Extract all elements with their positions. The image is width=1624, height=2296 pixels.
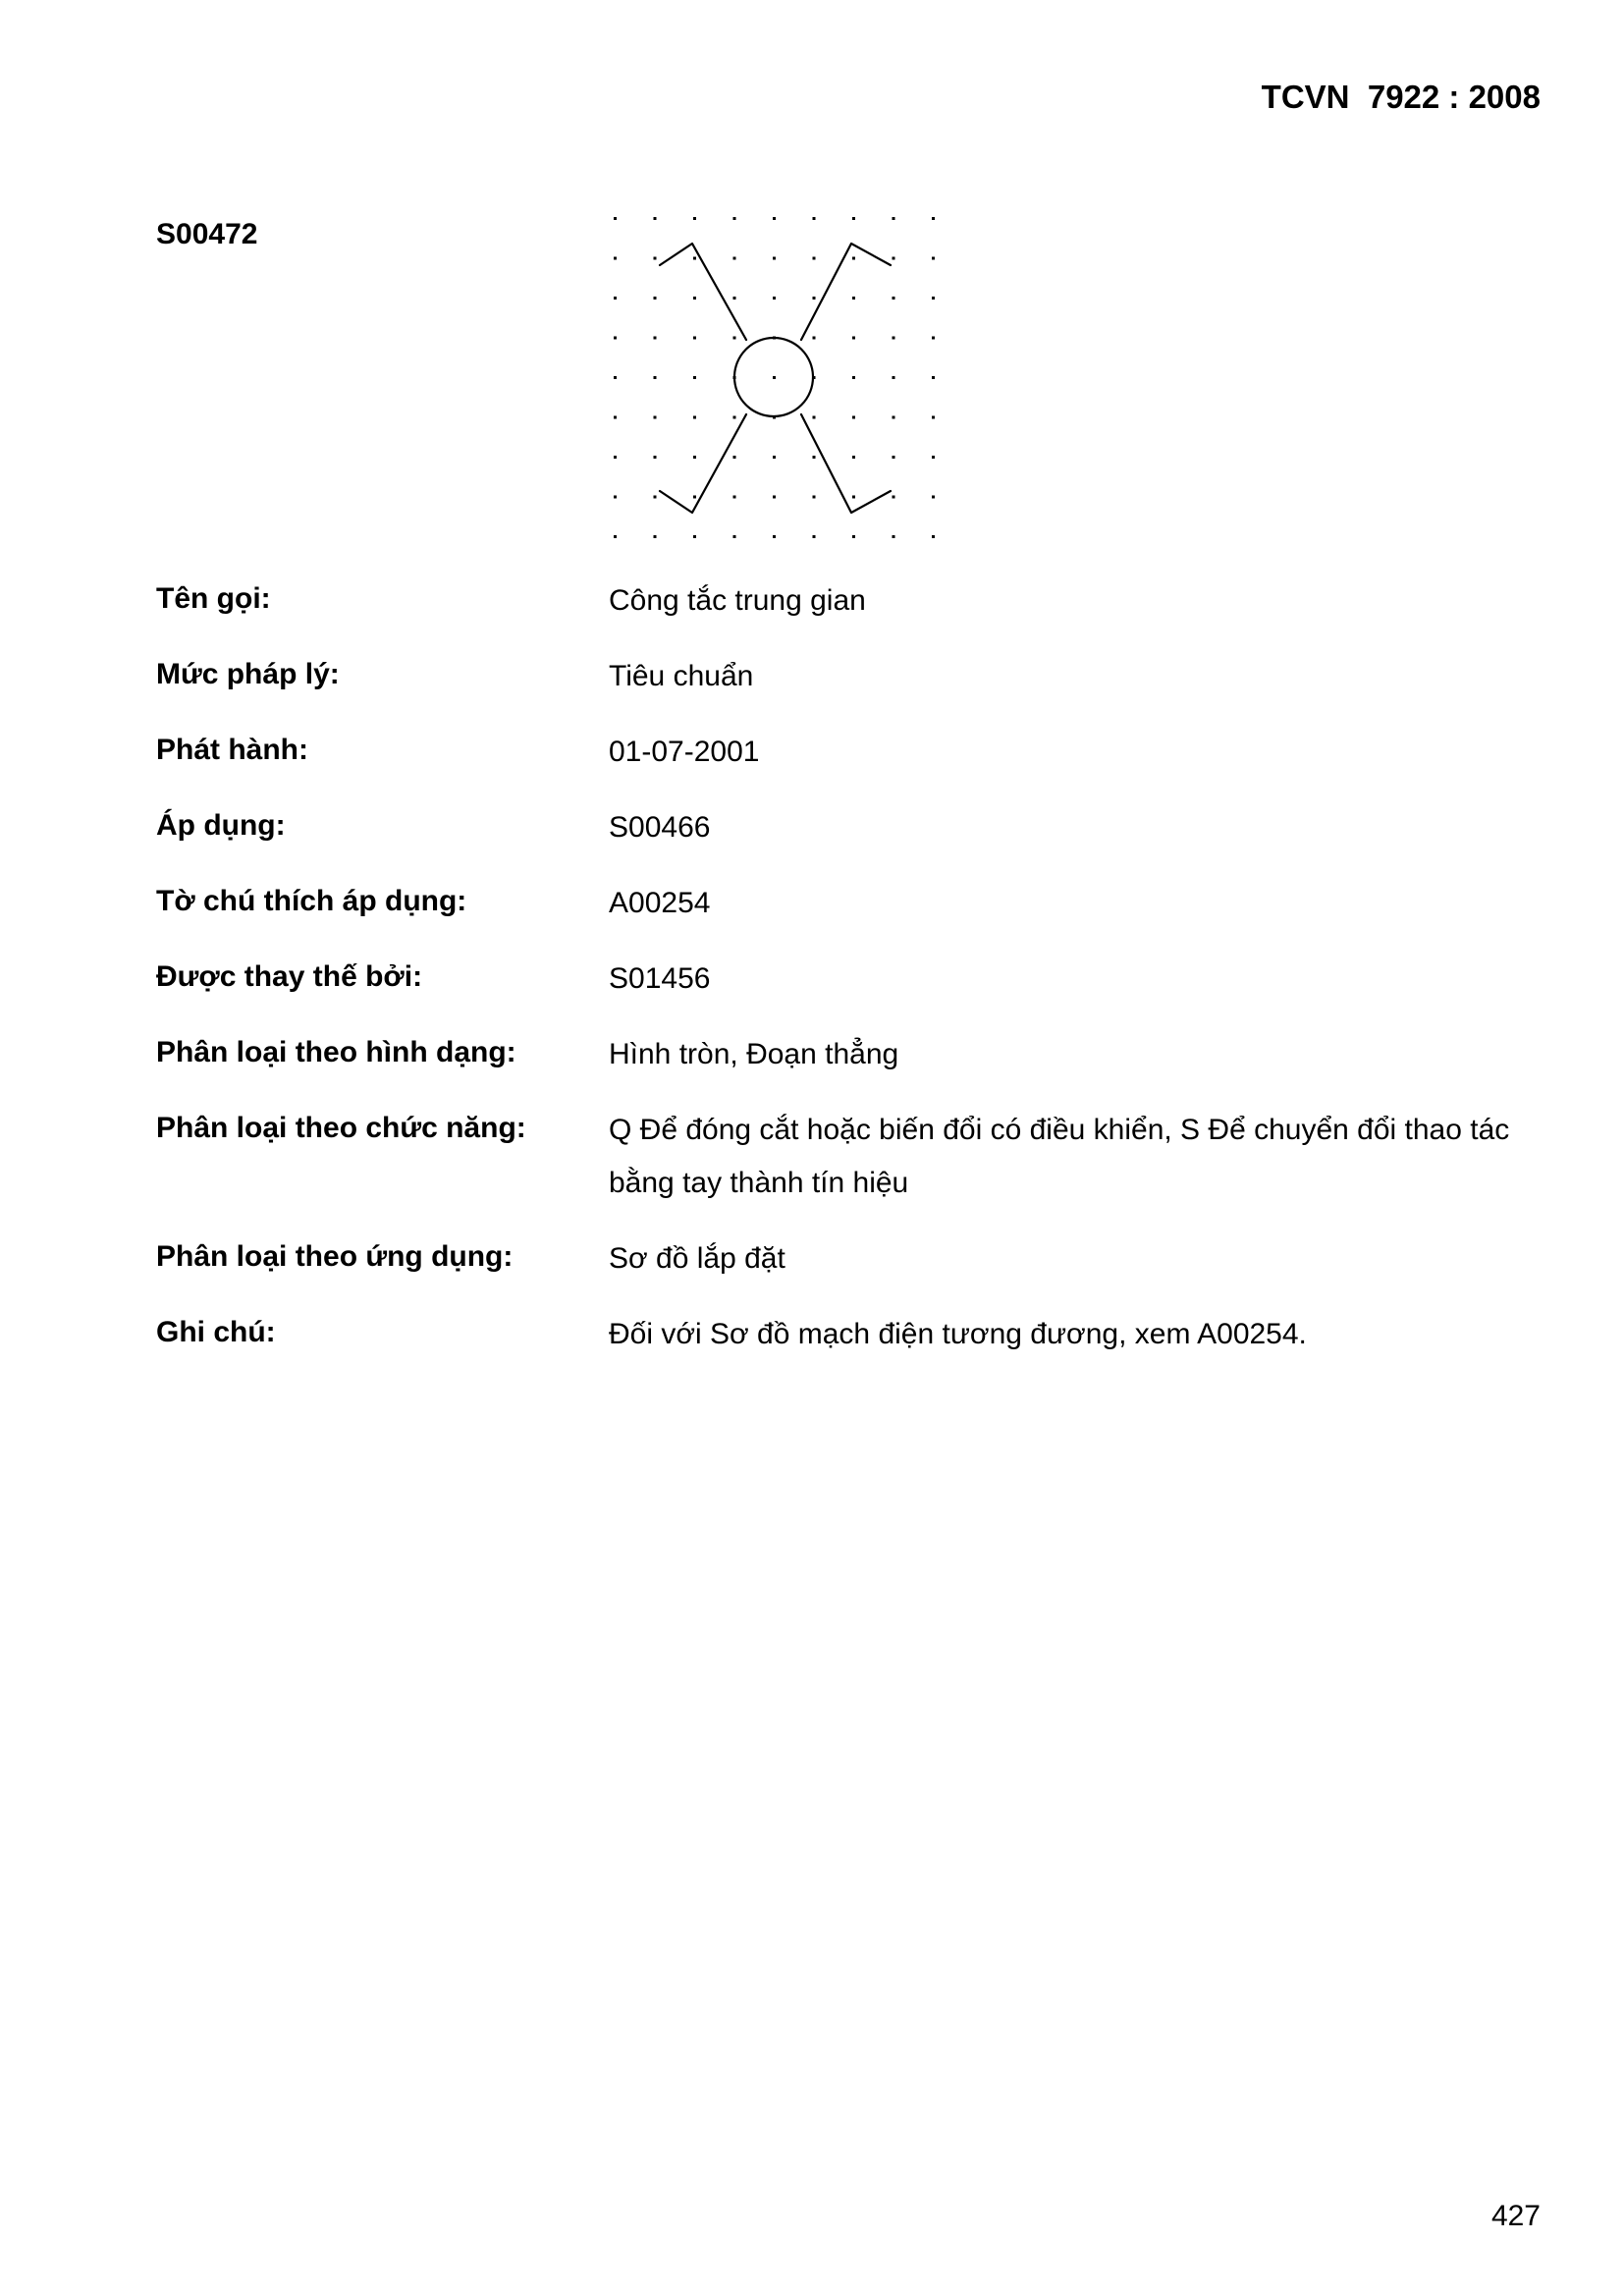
- grid-dot: [733, 456, 736, 459]
- property-row: [156, 877, 1550, 930]
- grid-dot: [852, 376, 855, 379]
- property-value: S00466: [609, 811, 711, 844]
- grid-dot: [654, 535, 657, 538]
- grid-dot: [654, 217, 657, 220]
- grid-dot: [852, 297, 855, 300]
- property-row: [156, 1308, 1550, 1361]
- property-row: [156, 801, 1550, 854]
- grid-dot: [733, 535, 736, 538]
- grid-dot: [654, 456, 657, 459]
- property-label: Phân loại theo ứng dụng:: [156, 1240, 514, 1273]
- grid-dot: [893, 416, 895, 419]
- property-row: [156, 726, 1550, 779]
- grid-dot: [932, 376, 935, 379]
- grid-dot: [614, 496, 617, 499]
- property-value: A00254: [609, 887, 711, 919]
- grid-dot: [733, 297, 736, 300]
- grid-dot: [733, 257, 736, 260]
- property-value: Hình tròn, Đoạn thẳng: [609, 1038, 899, 1070]
- property-label: Phát hành:: [156, 734, 308, 766]
- grid-dot: [693, 297, 696, 300]
- property-value: Công tắc trung gian: [609, 584, 866, 617]
- grid-dot: [773, 496, 776, 499]
- grid-dot: [893, 217, 895, 220]
- property-label: Tên gọi:: [156, 582, 271, 615]
- grid-dot: [614, 456, 617, 459]
- grid-dot: [813, 257, 816, 260]
- grid-dot: [852, 257, 855, 260]
- grid-dot: [813, 297, 816, 300]
- property-row: [156, 953, 1550, 1006]
- grid-dot: [733, 496, 736, 499]
- grid-dot: [852, 535, 855, 538]
- grid-dot: [693, 257, 696, 260]
- page-number: 427: [1490, 2200, 1541, 2232]
- grid-dot: [932, 496, 935, 499]
- symbol-properties: [156, 574, 1550, 1384]
- property-value: Đối với Sơ đồ mạch điện tương đương, xem A00254.: [609, 1318, 1307, 1350]
- property-label: Được thay thế bởi:: [156, 960, 423, 993]
- grid-dot: [852, 456, 855, 459]
- grid-dot: [932, 257, 935, 260]
- grid-dot: [852, 496, 855, 499]
- symbol-code: S00472: [156, 218, 258, 250]
- grid-dot: [893, 535, 895, 538]
- grid-dot: [693, 456, 696, 459]
- grid-dot: [733, 337, 736, 340]
- grid-dot: [893, 297, 895, 300]
- grid-dot: [932, 217, 935, 220]
- grid-dot: [813, 217, 816, 220]
- grid-dot: [614, 416, 617, 419]
- grid-dot: [654, 297, 657, 300]
- grid-dot: [693, 337, 696, 340]
- grid-dot: [813, 535, 816, 538]
- grid-dot: [693, 535, 696, 538]
- grid-dot: [654, 376, 657, 379]
- grid-dot: [614, 217, 617, 220]
- grid-dot: [893, 337, 895, 340]
- property-label: Phân loại theo hình dạng:: [156, 1036, 516, 1068]
- grid-dot: [654, 257, 657, 260]
- grid-dot: [614, 376, 617, 379]
- grid-dot: [693, 217, 696, 220]
- grid-dot: [773, 297, 776, 300]
- grid-dot: [654, 496, 657, 499]
- standard-number: TCVN 7922 : 2008: [1261, 79, 1541, 115]
- grid-dot: [893, 257, 895, 260]
- grid-dot: [893, 456, 895, 459]
- grid-dot: [693, 496, 696, 499]
- grid-dot: [813, 337, 816, 340]
- grid-dot: [932, 297, 935, 300]
- grid-dot: [654, 337, 657, 340]
- property-label: Áp dụng:: [156, 809, 286, 842]
- grid-dot: [773, 376, 776, 379]
- grid-dot: [813, 496, 816, 499]
- grid-dot: [773, 217, 776, 220]
- property-value: Sơ đồ lắp đặt: [609, 1242, 785, 1275]
- grid-dot: [773, 257, 776, 260]
- grid-dot: [733, 217, 736, 220]
- grid-dot: [614, 257, 617, 260]
- property-row: [156, 650, 1550, 703]
- grid-dot: [654, 416, 657, 419]
- grid-dot: [614, 337, 617, 340]
- grid-dot: [773, 456, 776, 459]
- grid-dot: [813, 416, 816, 419]
- property-value: 01-07-2001: [609, 736, 760, 768]
- grid-dot: [852, 416, 855, 419]
- intermediate-switch-symbol-icon: [601, 204, 940, 543]
- grid-dot: [733, 416, 736, 419]
- grid-dot: [693, 416, 696, 419]
- property-row: [156, 1028, 1550, 1081]
- grid-dot: [932, 456, 935, 459]
- grid-dot: [813, 456, 816, 459]
- grid-dot: [614, 297, 617, 300]
- property-value: Q Để đóng cắt hoặc biến đổi có điều khiển, S Để chuyển đổi thao tác bằng tay thành tín hiệu: [609, 1114, 1510, 1199]
- grid-dot: [893, 496, 895, 499]
- grid-dot: [852, 217, 855, 220]
- property-label: Tờ chú thích áp dụng:: [156, 885, 467, 917]
- grid-dot: [693, 376, 696, 379]
- grid-dot: [932, 416, 935, 419]
- grid-dot: [852, 337, 855, 340]
- property-label: Ghi chú:: [156, 1316, 276, 1348]
- property-label: Phân loại theo chức năng:: [156, 1112, 526, 1144]
- property-row: [156, 574, 1550, 628]
- property-value: Tiêu chuẩn: [609, 660, 754, 692]
- grid-dot: [773, 535, 776, 538]
- grid-dot: [614, 535, 617, 538]
- property-label: Mức pháp lý:: [156, 658, 340, 690]
- property-row: [156, 1104, 1550, 1210]
- grid-dot: [932, 535, 935, 538]
- grid-dot: [932, 337, 935, 340]
- property-row: [156, 1232, 1550, 1285]
- property-value: S01456: [609, 962, 711, 995]
- grid-dot: [893, 376, 895, 379]
